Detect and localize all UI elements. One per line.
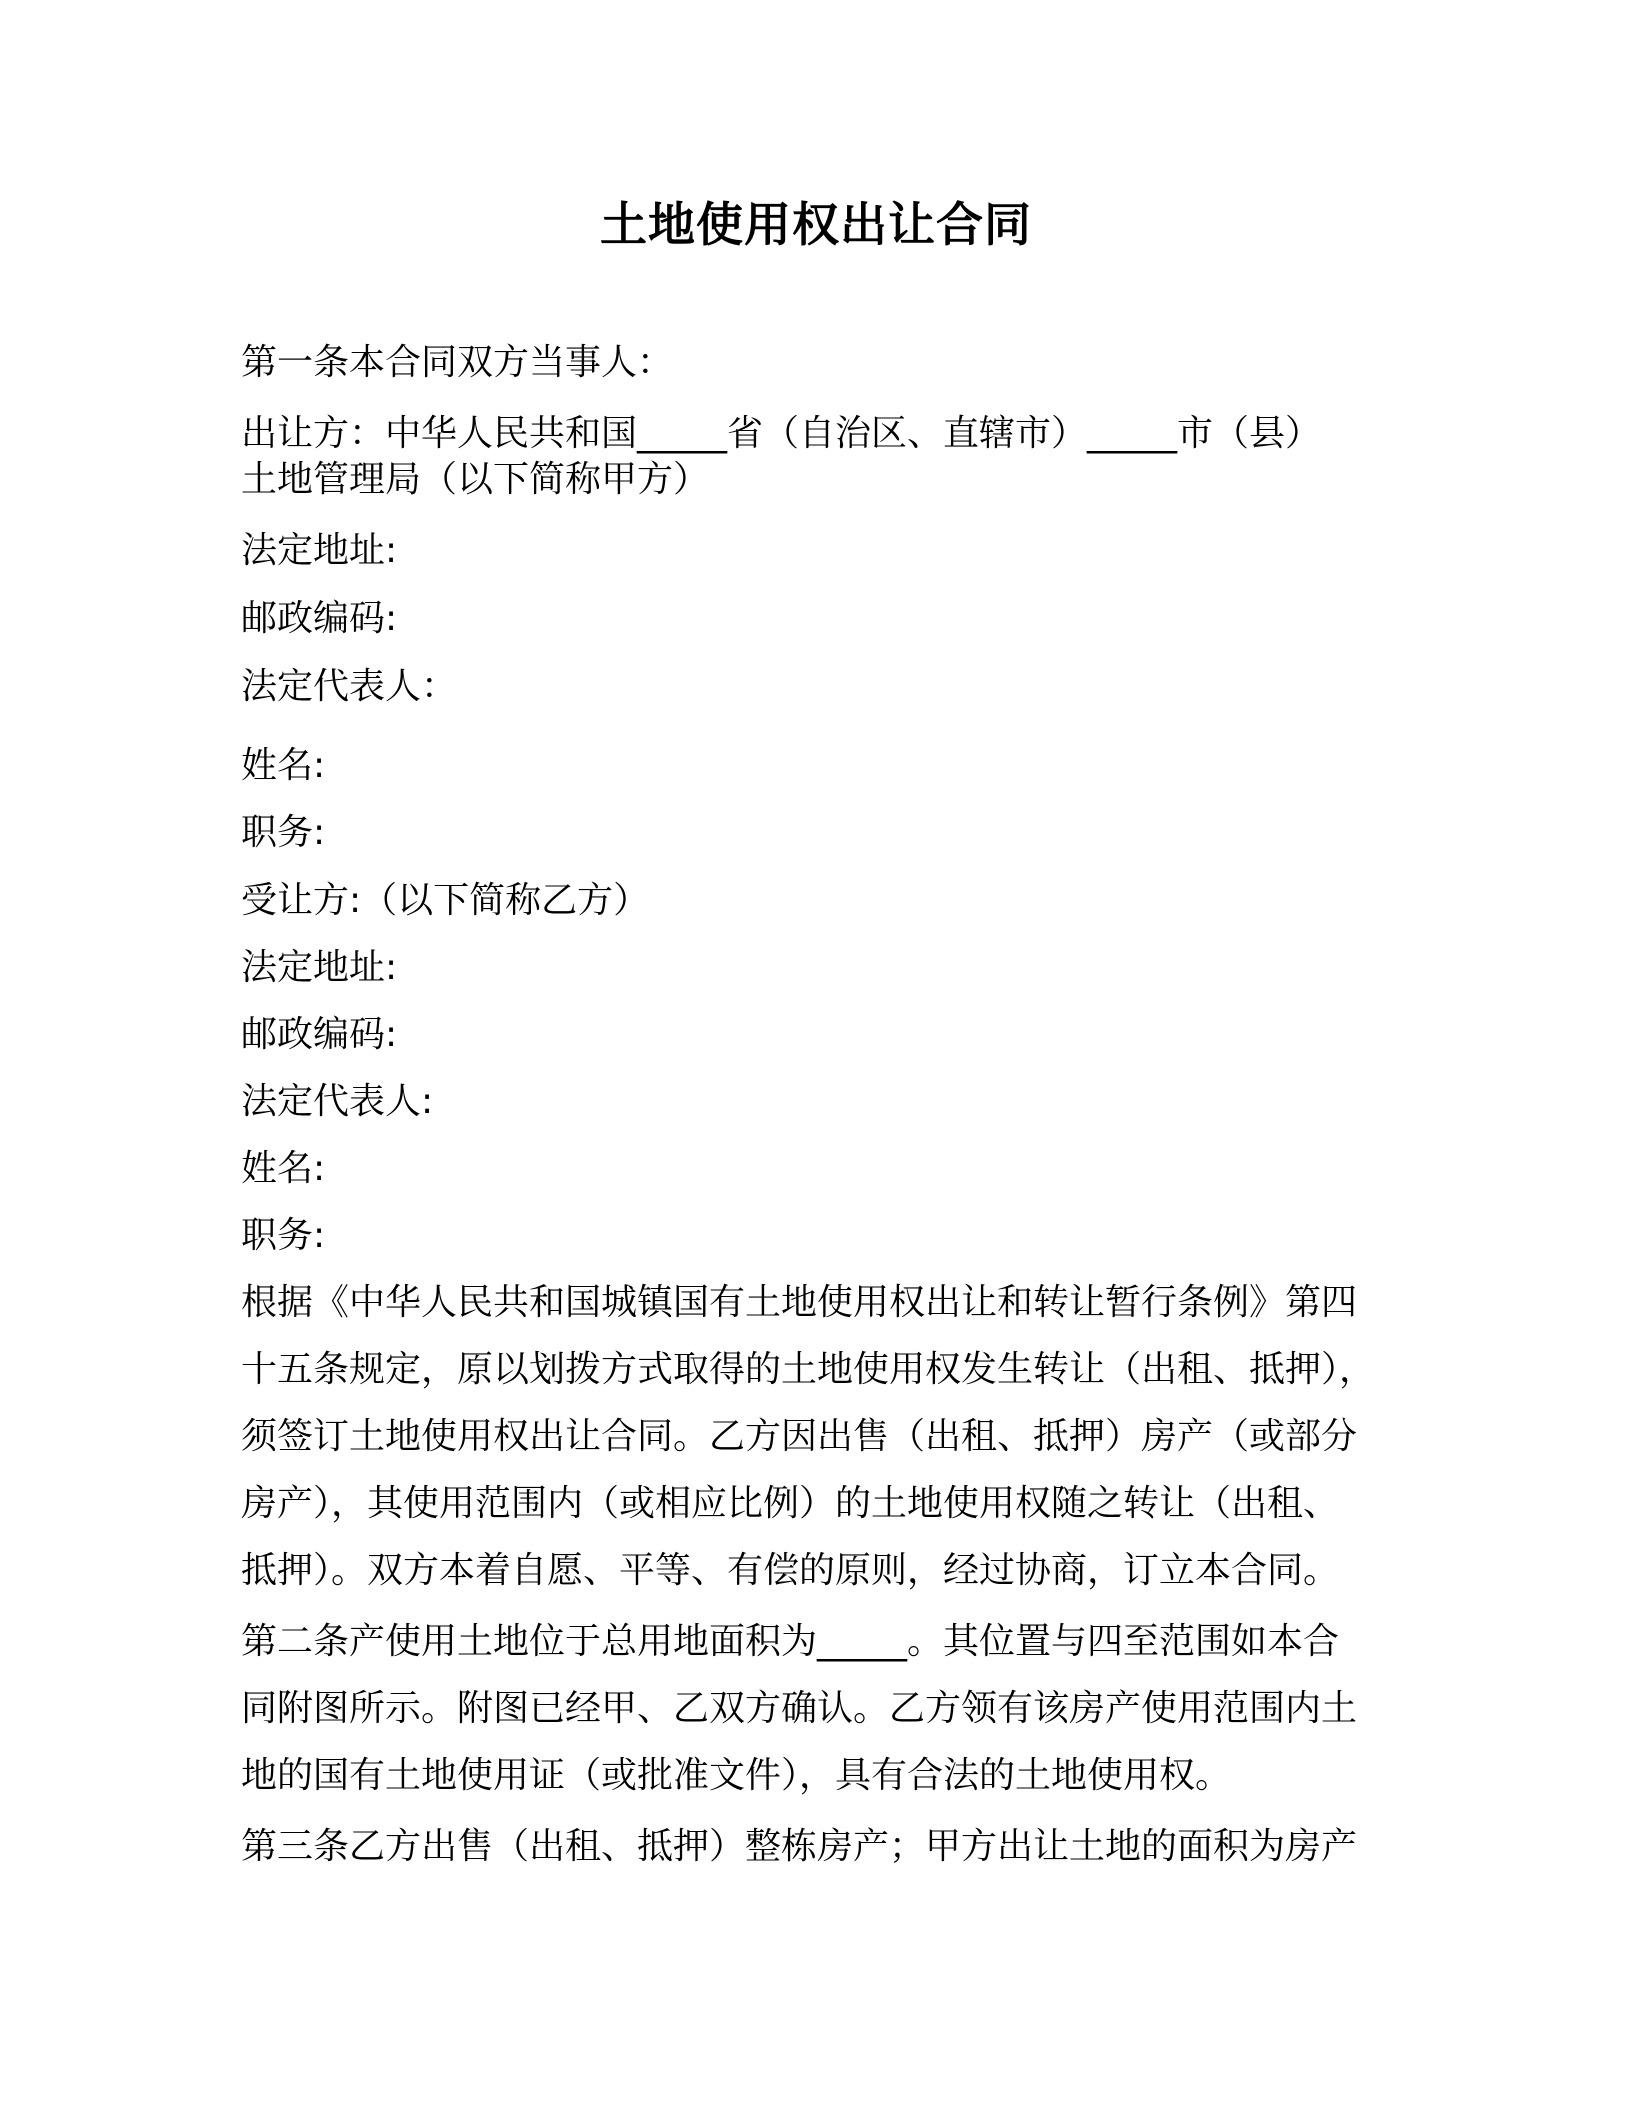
- party-a-representative-label: 法定代表人：: [241, 666, 458, 707]
- preamble-line-4: 房产），其使用范围内（或相应比例）的土地使用权随之转让（出租、: [241, 1483, 1340, 1524]
- preamble-line-5: 抵押）。双方本着自愿、平等、有偿的原则，经过协商，订立本合同。: [241, 1550, 1340, 1591]
- document-body: [241, 340, 1401, 1870]
- preamble-line-3: 须签订土地使用权出让合同。乙方因出售（出租、抵押）房产（或部分: [241, 1416, 1358, 1457]
- party-a-position-label: 职务:: [241, 812, 326, 853]
- preamble-line-1: 根据《中华人民共和国城镇国有土地使用权出让和转让暂行条例》第四: [241, 1282, 1358, 1323]
- party-b-postcode-label: 邮政编码:: [241, 1014, 398, 1055]
- party-a-address-label: 法定地址:: [241, 530, 398, 571]
- transferee-line: 受让方:（以下简称乙方）: [241, 880, 650, 921]
- party-b-representative-label: 法定代表人:: [241, 1081, 434, 1122]
- party-a-name-label: 姓名:: [241, 745, 326, 786]
- article-2-line-1: 第二条产使用土地位于总用地面积为_____。其位置与四至范围如本合: [241, 1621, 1340, 1662]
- party-b-address-label: 法定地址:: [241, 947, 398, 988]
- article-2-line-3: 地的国有土地使用证（或批准文件），具有合法的土地使用权。: [241, 1755, 1232, 1796]
- transferor-line: 出让方：中华人民共和国_____省（自治区、直辖市）_____市（县）: [241, 413, 1322, 454]
- party-b-position-label: 职务:: [241, 1215, 326, 1256]
- party-a-postcode-label: 邮政编码:: [241, 598, 398, 639]
- article-3-line-1: 第三条乙方出售（出租、抵押）整栋房产；甲方出让土地的面积为房产: [241, 1826, 1358, 1867]
- article-1-heading: 第一条本合同双方当事人：: [241, 342, 674, 383]
- transferor-line-cont: 土地管理局（以下简称甲方）: [241, 459, 710, 500]
- preamble-line-2: 十五条规定，原以划拨方式取得的土地使用权发生转让（出租、抵押），: [241, 1349, 1376, 1390]
- article-2-line-2: 同附图所示。附图已经甲、乙双方确认。乙方领有该房产使用范围内土: [241, 1688, 1358, 1729]
- party-b-name-label: 姓名:: [241, 1148, 326, 1189]
- document-title: 土地使用权出让合同: [600, 198, 1032, 253]
